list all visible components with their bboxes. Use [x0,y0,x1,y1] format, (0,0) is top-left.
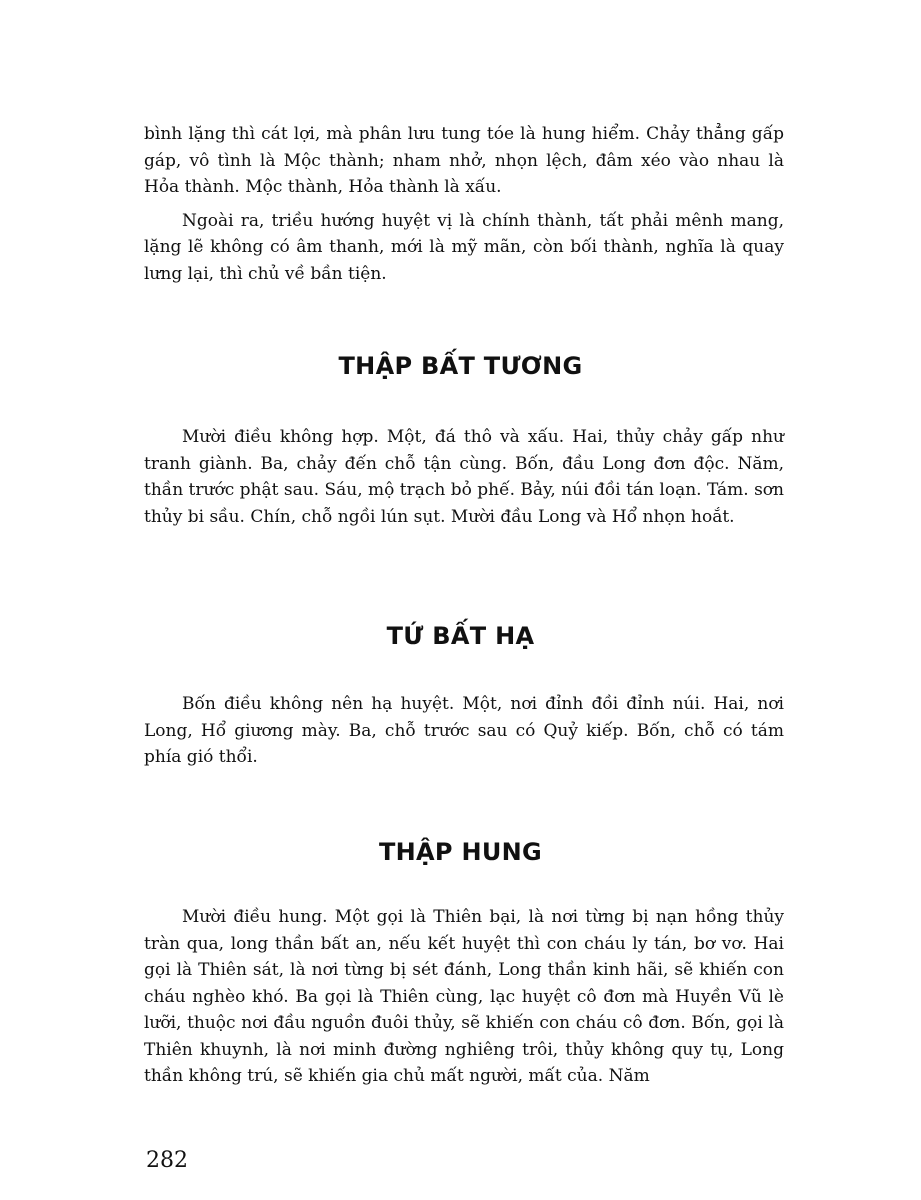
section-paragraph: Bốn điều không nên hạ huyệt. Một, nơi đỉnh đồi đỉnh núi. Hai, nơi Long, Hổ giương mày. Ba, chỗ trước sau có Quỷ kiếp. Bốn, chỗ có tám phía gió thổi. [144,694,784,767]
section-body-thap-bat-tuong [144,424,784,530]
intro-text [144,121,784,287]
section-heading-thap-hung: THẬP HUNG [378,838,543,866]
section-paragraph: Mười điều không hợp. Một, đá thô và xấu. Hai, thủy chảy gấp như tranh giành. Ba, chảy đến chỗ tận cùng. Bốn, đầu Long đơn độc. Năm, thần trước phật sau. Sáu, mộ trạch bỏ phế. Bảy, núi đồi tán loạn. Tám. sơn thủy bi sầu. Chín, chỗ ngồi lún sụt. Mười đầu Long và Hổ nhọn hoắt. [144,427,784,527]
section-body-thap-hung [144,904,784,1090]
page-number: 282 [146,1148,188,1173]
section-heading-tu-bat-ha: TỨ BẤT HẠ [386,622,535,650]
section-body-tu-bat-ha [144,691,784,771]
section-paragraph: Mười điều hung. Một gọi là Thiên bại, là nơi từng bị nạn hồng thủy tràn qua, long thần bất an, nếu kết huyệt thì con cháu ly tán, bơ vơ. Hai gọi là Thiên sát, là nơi từng bị sét đánh, Long thần kinh hãi, sẽ khiến con cháu nghèo khó. Ba gọi là Thiên cùng, lạc huyệt cô đơn mà Huyền Vũ lè lưỡi, thuộc nơi đầu nguồn đuôi thủy, sẽ khiến con cháu cô đơn. Bốn, gọi là Thiên khuynh, là nơi minh đường nghiêng trôi, thủy không quy tụ, Long thần không trú, sẽ khiến gia chủ mất người, mất của. Năm [144,907,784,1086]
intro-paragraph-1: bình lặng thì cát lợi, mà phân lưu tung tóe là hung hiểm. Chảy thẳng gấp gáp, vô tình là Mộc thành; nham nhở, nhọn lệch, đâm xéo vào nhau là Hỏa thành. Mộc thành, Hỏa thành là xấu. [144,124,784,197]
intro-paragraph-2: Ngoài ra, triều hướng huyệt vị là chính thành, tất phải mênh mang, lặng lẽ không có âm thanh, mới là mỹ mãn, còn bối thành, nghĩa là quay lưng lại, thì chủ về bần tiện. [144,210,784,284]
section-heading-thap-bat-tuong: THẬP BẤT TƯƠNG [338,352,583,380]
